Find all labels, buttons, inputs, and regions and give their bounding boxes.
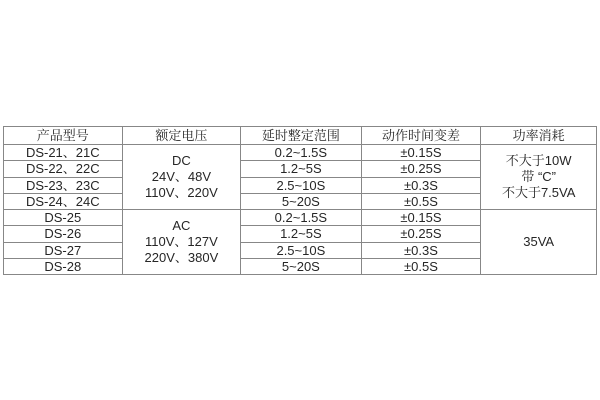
voltage-line: DC — [172, 153, 191, 168]
cell-time-variation: ±0.25S — [361, 161, 481, 177]
voltage-line: AC — [172, 218, 191, 233]
voltage-line: 24V、48V — [151, 169, 212, 184]
cell-time-variation: ±0.5S — [361, 193, 481, 209]
cell-time-variation: ±0.25S — [361, 226, 481, 242]
table-row — [4, 145, 597, 161]
cell-delay-range: 2.5~10S — [241, 242, 361, 258]
col-header-power-consumption: 功率消耗 — [481, 127, 597, 145]
cell-delay-range: 5~20S — [241, 193, 361, 209]
cell-model: DS-26 — [4, 226, 123, 242]
power-line: 不大于10W — [505, 153, 572, 168]
col-header-rated-voltage: 额定电压 — [122, 127, 241, 145]
cell-delay-range: 1.2~5S — [241, 226, 361, 242]
cell-model: DS-24、24C — [4, 193, 123, 209]
table-row — [4, 210, 597, 226]
cell-model: DS-21、21C — [4, 145, 123, 161]
cell-delay-range: 0.2~1.5S — [241, 210, 361, 226]
voltage-line: 110V、220V — [145, 185, 218, 200]
col-header-product-model: 产品型号 — [4, 127, 123, 145]
cell-power-consumption-ac — [481, 210, 597, 275]
power-line: 不大于7.5VA — [501, 185, 576, 200]
relay-spec-table — [3, 126, 597, 275]
cell-time-variation: ±0.3S — [361, 242, 481, 258]
cell-time-variation: ±0.5S — [361, 258, 481, 274]
cell-model: DS-22、22C — [4, 161, 123, 177]
power-line: 带 “C” — [521, 169, 556, 184]
cell-time-variation: ±0.15S — [361, 145, 481, 161]
cell-delay-range: 0.2~1.5S — [241, 145, 361, 161]
cell-rated-voltage-ac — [122, 210, 241, 275]
voltage-line: 110V、127V — [145, 234, 218, 249]
cell-model: DS-28 — [4, 258, 123, 274]
cell-time-variation: ±0.3S — [361, 177, 481, 193]
power-line: 35VA — [523, 234, 555, 249]
header-row — [4, 127, 597, 145]
col-header-delay-setting-range: 延时整定范围 — [241, 127, 361, 145]
cell-delay-range: 1.2~5S — [241, 161, 361, 177]
cell-delay-range: 5~20S — [241, 258, 361, 274]
col-header-action-time-variation: 动作时间变差 — [361, 127, 481, 145]
cell-power-consumption-dc — [481, 145, 597, 210]
cell-time-variation: ±0.15S — [361, 210, 481, 226]
cell-model: DS-25 — [4, 210, 123, 226]
cell-model: DS-27 — [4, 242, 123, 258]
cell-rated-voltage-dc — [122, 145, 241, 210]
cell-delay-range: 2.5~10S — [241, 177, 361, 193]
cell-model: DS-23、23C — [4, 177, 123, 193]
voltage-line: 220V、380V — [144, 250, 219, 265]
